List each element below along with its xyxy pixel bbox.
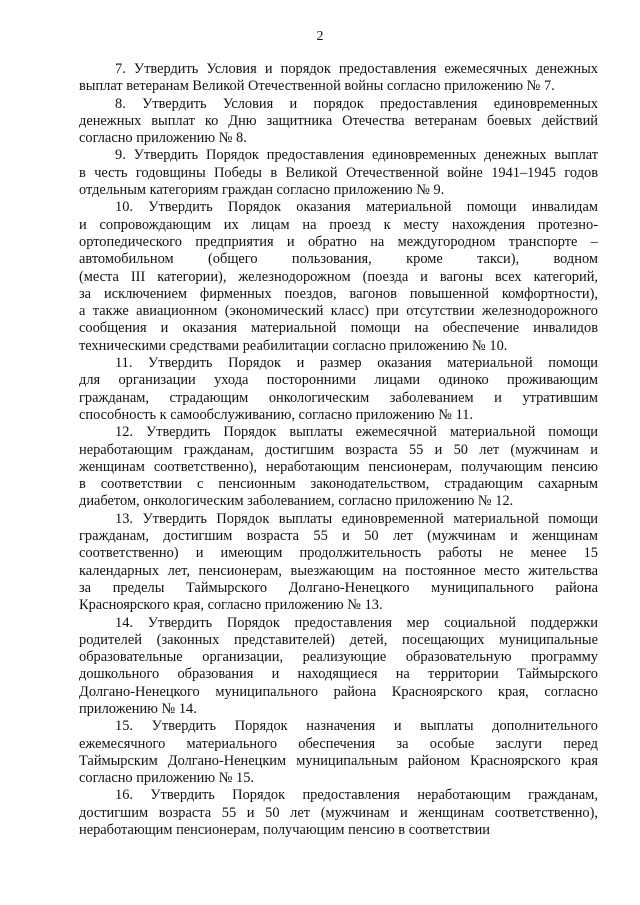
paragraph-line: Долгано-Ненецкого муниципального района Красноярского края, согласно bbox=[79, 683, 598, 700]
paragraph-line: денежных выплат ко Дню защитника Отечества ветеранам боевых действий bbox=[79, 112, 598, 129]
paragraph-line: дошкольного образования и находящиеся на территории Таймырского bbox=[79, 666, 598, 683]
paragraph-line: (места III категории), железнодорожном (поезда и вагоны всех категорий, bbox=[79, 268, 598, 285]
paragraph-line: приложению № 14. bbox=[79, 700, 197, 717]
paragraph-line: в соответствии с пенсионным законодательством, страдающим сахарным bbox=[79, 476, 598, 493]
paragraph-item-9 bbox=[79, 718, 598, 787]
paragraph-line: 10. Утвердить Порядок оказания материальной помощи инвалидам bbox=[115, 199, 598, 216]
paragraph-item-8 bbox=[79, 615, 598, 719]
paragraph-line: за исключением фирменных поездов, вагонов повышенной комфортности), bbox=[79, 285, 598, 302]
paragraph-item-4 bbox=[79, 199, 598, 355]
paragraph-line: 9. Утвердить Порядок предоставления единовременных денежных выплат bbox=[115, 147, 598, 164]
paragraph-item-2 bbox=[79, 96, 598, 148]
paragraph-line: Таймырским Долгано-Ненецким муниципальным районом Красноярского края bbox=[79, 752, 598, 769]
paragraph-line: отдельным категориям граждан согласно приложению № 9. bbox=[79, 182, 445, 199]
page-number: 2 bbox=[316, 29, 324, 44]
paragraph-line: образовательные организации, реализующие образовательную программу bbox=[79, 649, 598, 666]
paragraph-line: достигшим возраста 55 и 50 лет (мужчинам и женщинам соответственно), bbox=[79, 804, 598, 821]
paragraph-line: родителей (законных представителей) детей, посещающих муниципальные bbox=[79, 631, 598, 648]
paragraph-line: а также авиационном (экономический класс) при отсутствии железнодорожного bbox=[79, 303, 598, 320]
paragraph-item-10 bbox=[79, 787, 598, 839]
paragraph-line: 11. Утвердить Порядок и размер оказания материальной помощи bbox=[115, 355, 598, 372]
paragraph-line: 16. Утвердить Порядок предоставления неработающим гражданам, bbox=[115, 787, 598, 804]
paragraph-line: 12. Утвердить Порядок выплаты ежемесячной материальной помощи bbox=[115, 424, 598, 441]
paragraph-line: для организации ухода посторонними лицами одиноко проживающим bbox=[79, 372, 598, 389]
paragraph-line: гражданам, страдающим онкологическим заболеванием и утратившим bbox=[79, 389, 598, 406]
paragraph-line: в честь годовщины Победы в Великой Отечественной войне 1941–1945 годов bbox=[79, 164, 598, 181]
paragraph-line: сообщения и оказания материальной помощи на обеспечение инвалидов bbox=[79, 320, 598, 337]
paragraph-line: согласно приложению № 15. bbox=[79, 770, 255, 787]
paragraph-item-1 bbox=[79, 61, 598, 96]
paragraph-line: диабетом, онкологическим заболеванием, согласно приложению № 12. bbox=[79, 493, 514, 510]
paragraph-line: и сопровождающим их лицам на проезд к месту нахождения протезно- bbox=[79, 216, 598, 233]
paragraph-line: ежемесячного материального обеспечения за особые заслуги перед bbox=[79, 735, 598, 752]
paragraph-line: 13. Утвердить Порядок выплаты единовременной материальной помощи bbox=[115, 510, 598, 527]
paragraph-item-5 bbox=[79, 355, 598, 424]
paragraph-line: автомобильном (общего пользования, кроме такси), водном bbox=[79, 251, 598, 268]
paragraph-item-3 bbox=[79, 147, 598, 199]
paragraph-line: ортопедического предприятия и обратно на междугородном транспорте – bbox=[79, 233, 598, 250]
paragraph-line: календарных лет, пенсионерам, выезжающим на постоянное место жительства bbox=[79, 562, 598, 579]
paragraph-line: техническими средствами реабилитации согласно приложению № 10. bbox=[79, 337, 508, 354]
paragraph-item-7 bbox=[79, 511, 598, 615]
paragraph-line: 15. Утвердить Порядок назначения и выплаты дополнительного bbox=[115, 718, 598, 735]
paragraph-line: согласно приложению № 8. bbox=[79, 130, 247, 147]
paragraph-line: 7. Утвердить Условия и порядок предоставления ежемесячных денежных bbox=[115, 61, 598, 77]
paragraph-line: выплат ветеранам Великой Отечественной войны согласно приложению № 7. bbox=[79, 78, 555, 95]
paragraph-line: Красноярского края, согласно приложению № 13. bbox=[79, 597, 383, 614]
paragraph-line: гражданам, достигшим возраста 55 и 50 лет (мужчинам и женщинам bbox=[79, 528, 598, 545]
paragraph-line: неработающим пенсионерам, получающим пенсию в соответствии bbox=[79, 822, 491, 839]
paragraph-line: 8. Утвердить Условия и порядок предоставления единовременных bbox=[115, 95, 598, 112]
document-body bbox=[79, 61, 598, 839]
paragraph-line: способность к самообслуживанию, согласно приложению № 11. bbox=[79, 406, 474, 423]
paragraph-line: женщинам соответственно), неработающим пенсионерам, получающим пенсию bbox=[79, 458, 598, 475]
paragraph-line: за пределы Таймырского Долгано-Ненецкого муниципального района bbox=[79, 579, 598, 596]
paragraph-line: соответственно) и имеющим продолжительность работы не менее 15 bbox=[79, 545, 598, 562]
paragraph-line: 14. Утвердить Порядок предоставления мер социальной поддержки bbox=[115, 614, 598, 631]
paragraph-line: неработающим гражданам, достигшим возраста 55 и 50 лет (мужчинам и bbox=[79, 441, 598, 458]
paragraph-item-6 bbox=[79, 424, 598, 510]
